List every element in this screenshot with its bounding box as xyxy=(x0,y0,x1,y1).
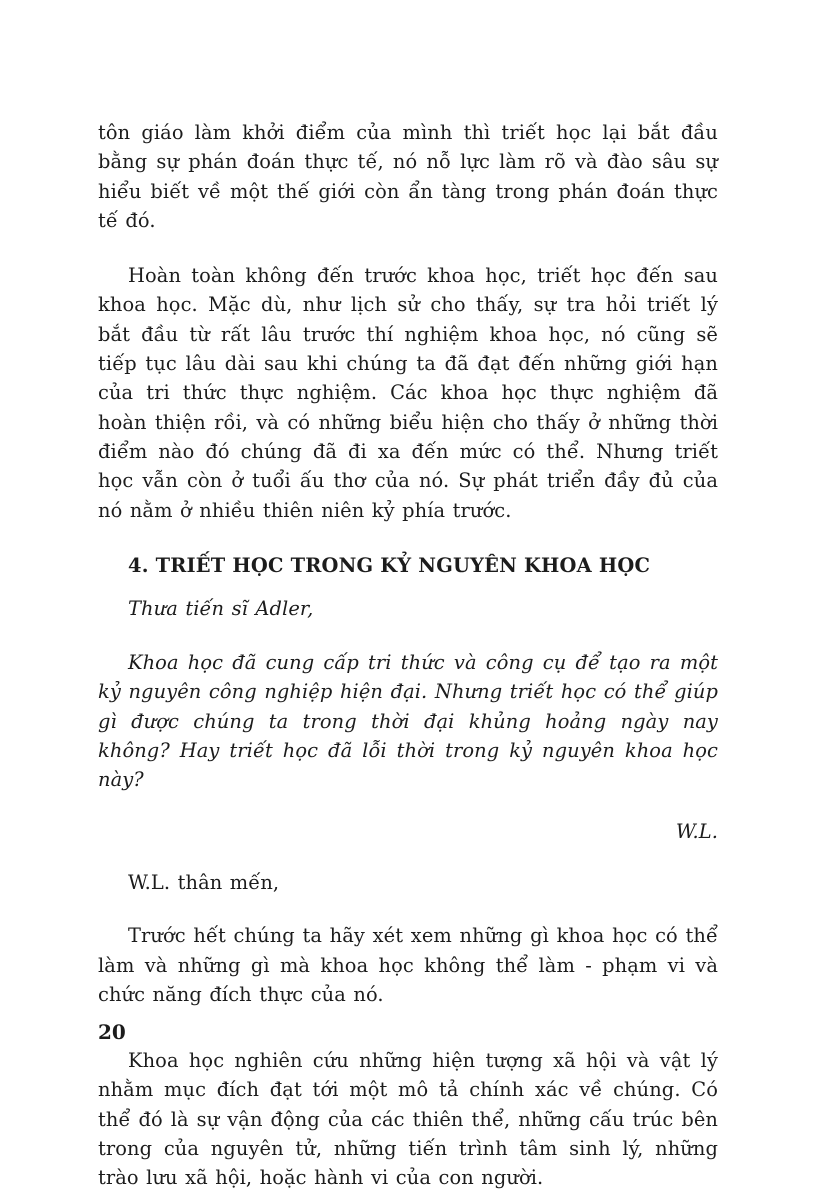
paragraph-continuation: tôn giáo làm khởi điểm của mình thì triết học lại bắt đầu bằng sự phán đoán thực tế, nó nỗ lực làm rõ và đào sâu sự hiểu biết về một thế giới còn ẩn tàng trong phán đoán thực tế đó. xyxy=(98,121,718,232)
reply-greeting: W.L. thân mến, xyxy=(128,870,280,894)
reply-paragraph-1: Trước hết chúng ta hãy xét xem những gì khoa học có thể làm và những gì mà khoa học không thể làm - phạm vi và chức năng đích thực của nó. xyxy=(98,924,718,1006)
letter-salutation: Thưa tiến sĩ Adler, xyxy=(128,596,314,620)
page-content xyxy=(98,118,718,1193)
letter-body: Khoa học đã cung cấp tri thức và công cụ để tạo ra một kỷ nguyên công nghiệp hiện đại. Nhưng triết học có thể giúp gì được chúng ta trong thời đại khủng hoảng ngày nay không? Hay triết học đã lỗi thời trong kỷ nguyên khoa học này? xyxy=(98,651,718,792)
letter-signature: W.L. xyxy=(675,819,718,843)
reply-paragraph-2: Khoa học nghiên cứu những hiện tượng xã hội và vật lý nhằm mục đích đạt tới một mô tả chính xác về chúng. Có thể đó là sự vận động của các thiên thể, những cấu trúc bên trong của nguyên tử, những tiến trình tâm sinh lý, những trào lưu xã hội, hoặc hành vi của con người. xyxy=(98,1049,718,1190)
section-heading: 4. TRIẾT HỌC TRONG KỶ NGUYÊN KHOA HỌC xyxy=(128,553,651,577)
page-number: 20 xyxy=(98,1020,126,1044)
paragraph-science-philosophy: Hoàn toàn không đến trước khoa học, triết học đến sau khoa học. Mặc dù, như lịch sử cho thấy, sự tra hỏi triết lý bắt đầu từ rất lâu trước thí nghiệm khoa học, nó cũng sẽ tiếp tục lâu dài sau khi chúng ta đã đạt đến những giới hạn của tri thức thực nghiệm. Các khoa học thực nghiệm đã hoàn thiện rồi, và có những biểu hiện cho thấy ở những thời điểm nào đó chúng đã đi xa đến mức có thể. Nhưng triết học vẫn còn ở tuổi ấu thơ của nó. Sự phát triển đầy đủ của nó nằm ở nhiều thiên niên kỷ phía trước. xyxy=(98,264,718,522)
